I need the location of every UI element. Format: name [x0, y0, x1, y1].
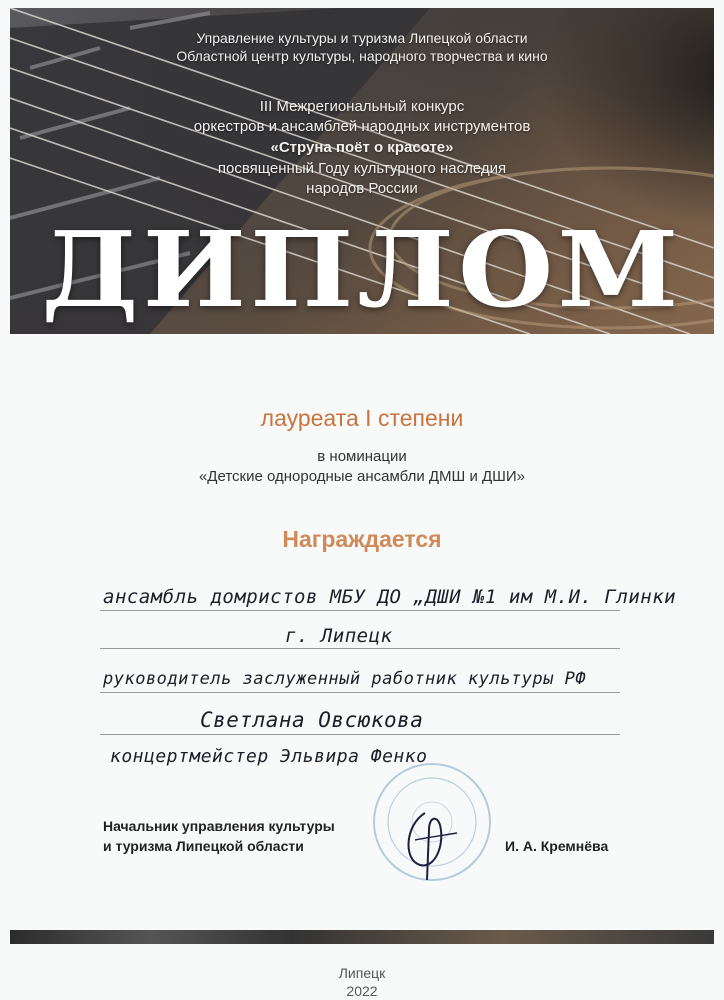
- signer-title-line-1: Начальник управления культуры: [103, 818, 335, 834]
- contest-line-1: III Межрегиональный конкурс: [259, 98, 465, 115]
- award-degree: лауреата I степени: [260, 405, 464, 431]
- contest-line-2: оркестров и ансамблей народных инструментов: [193, 118, 531, 135]
- recipient-line-5: концертмейстер Эльвира Фенко: [110, 746, 428, 767]
- recipient-line-3: руководитель заслуженный работник культуры РФ: [103, 669, 587, 689]
- contest-line-5: народов России: [306, 180, 418, 197]
- header-photo-band: [10, 8, 714, 334]
- footer-city: Липецк: [338, 965, 386, 981]
- recipient-line-1: ансамбль домристов МБУ ДО „ДШИ №1 им М.И. Глинки: [103, 586, 677, 608]
- recipient-line-2: г. Липецк: [285, 625, 393, 647]
- contest-name: «Струна поёт о красоте»: [270, 139, 454, 156]
- contest-line-4: посвященный Году культурного наследия: [217, 160, 507, 177]
- footer-strip: [10, 930, 714, 944]
- diploma-title: ДИПЛОМ: [41, 208, 683, 331]
- nomination-label: в номинации: [317, 448, 407, 465]
- footer-year: 2022: [346, 983, 378, 999]
- signer-title-line-2: и туризма Липецкой области: [103, 838, 304, 854]
- nomination-name: «Детские однородные ансамбли ДМШ и ДШИ»: [198, 468, 526, 485]
- underline-1: [100, 610, 620, 611]
- underline-2: [100, 648, 620, 649]
- organizer-line-1: Управление культуры и туризма Липецкой области: [196, 30, 528, 46]
- underline-3: [100, 692, 620, 693]
- organizer-line-2: Областной центр культуры, народного творчества и кино: [176, 48, 548, 64]
- signer-name: И. А. Кремнёва: [505, 838, 609, 854]
- recipient-line-4: Светлана Овсюкова: [200, 708, 424, 732]
- signature-mark: [395, 805, 465, 885]
- underline-4: [100, 734, 620, 735]
- awarded-label: Награждается: [282, 526, 442, 552]
